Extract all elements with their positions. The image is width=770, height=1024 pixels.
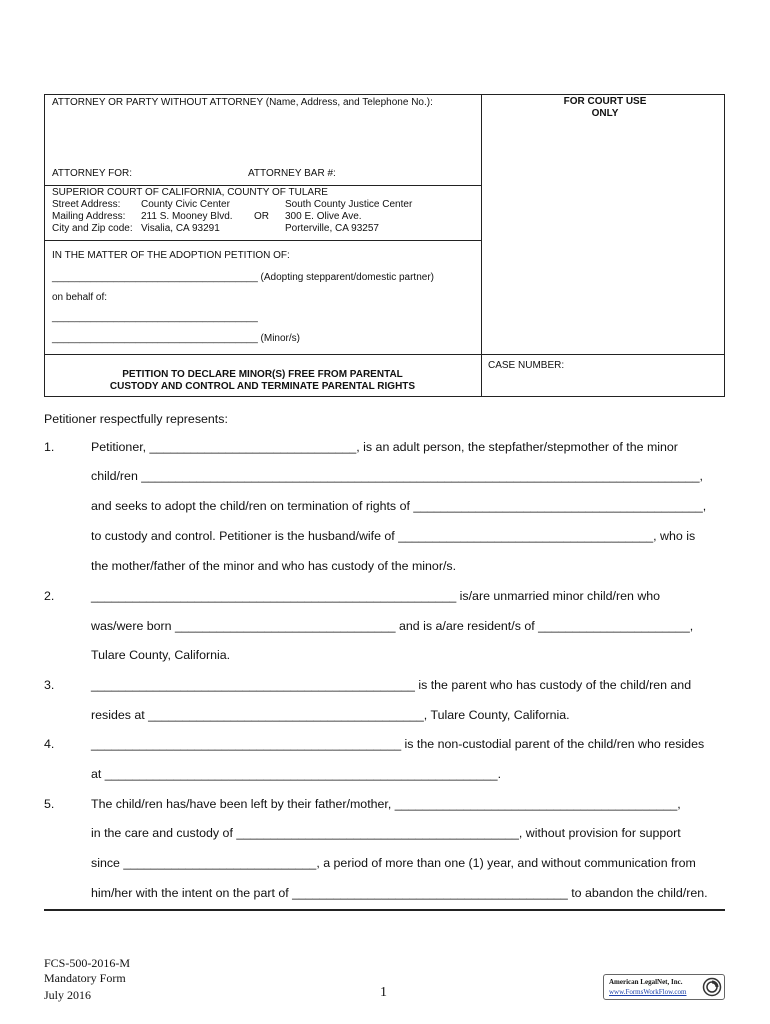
footer-rule: [44, 909, 725, 911]
p3-line: _______________________________________________ is the parent who has custody of the child/ren and: [91, 678, 692, 692]
item-number: 2.: [44, 589, 55, 603]
p2-line: was/were born ________________________________ and is a/are resident/s of ______________________,: [91, 619, 694, 633]
p5-line: in the care and custody of _________________________________________, without provision for support: [91, 826, 681, 840]
court-name: SUPERIOR COURT OF CALIFORNIA, COUNTY OF TULARE: [52, 187, 328, 198]
p3-line: resides at ________________________________________, Tulare County, California.: [91, 708, 570, 722]
publisher-url[interactable]: www.FormsWorkFlow.com: [609, 988, 687, 996]
address-labels: Street Address: Mailing Address: City and Zip code:: [52, 199, 133, 234]
p1-line: to custody and control. Petitioner is the husband/wife of _____________________________________, who is: [91, 529, 696, 543]
p1-line: Petitioner, ______________________________, is an adult person, the stepfather/stepmother of the minor: [91, 440, 678, 454]
form-date: July 2016: [44, 988, 92, 1002]
court-use-label: FOR COURT USE ONLY: [563, 96, 647, 119]
p2-line: Tulare County, California.: [91, 648, 231, 662]
item-number: 5.: [44, 797, 55, 811]
page-number: 1: [380, 985, 387, 1000]
publisher-logo-icon: [702, 977, 722, 997]
visalia-address: County Civic Center 211 S. Mooney Blvd. Visalia, CA 93291: [141, 199, 233, 234]
p5-line: The child/ren has/have been left by their father/mother, _________________________________________,: [91, 797, 681, 811]
matter-label: IN THE MATTER OF THE ADOPTION PETITION OF:: [52, 250, 290, 261]
p1-line: the mother/father of the minor and who has custody of the minor/s.: [91, 559, 457, 573]
court-use-divider: [481, 94, 482, 397]
publisher-badge: [603, 974, 725, 1000]
caption-box: [44, 94, 725, 397]
adopting-line: _____________________________________ (Adopting stepparent/domestic partner): [52, 272, 434, 283]
p1-line: child/ren _________________________________________________________________________________,: [91, 469, 703, 483]
mandatory-label: Mandatory Form: [44, 971, 126, 985]
petition-title: PETITION TO DECLARE MINOR(S) FREE FROM PARENTAL CUSTODY AND CONTROL AND TERMINATE PARENTAL RIGHTS: [109, 369, 416, 392]
p4-line: at _________________________________________________________.: [91, 767, 502, 781]
p5-line: since ____________________________, a period of more than one (1) year, and without communication from: [91, 856, 696, 870]
p1-line: and seeks to adopt the child/ren on termination of rights of __________________________________________,: [91, 499, 707, 513]
intro: Petitioner respectfully represents:: [44, 412, 228, 426]
case-number-label: CASE NUMBER:: [488, 360, 565, 371]
item-number: 4.: [44, 737, 55, 751]
minors-line: _____________________________________ (Minor/s): [52, 333, 300, 344]
bar-number-label: ATTORNEY BAR #:: [248, 168, 336, 179]
blank-line: _____________________________________: [52, 312, 258, 323]
title-divider: [44, 354, 725, 355]
court-divider: [44, 185, 481, 186]
attorney-label: ATTORNEY OR PARTY WITHOUT ATTORNEY (Name, Address, and Telephone No.):: [52, 97, 433, 108]
p4-line: _____________________________________________ is the non-custodial parent of the child/ren who resides: [91, 737, 705, 751]
form-id: FCS-500-2016-M: [44, 956, 131, 970]
item-number: 3.: [44, 678, 55, 692]
p5-line: him/her with the intent on the part of ________________________________________ to abandon the child/ren.: [91, 886, 708, 900]
attorney-for-label: ATTORNEY FOR:: [52, 168, 133, 179]
item-number: 1.: [44, 440, 55, 454]
publisher-name: American LegalNet, Inc.: [609, 978, 683, 986]
on-behalf-label: on behalf of:: [52, 292, 108, 303]
porterville-address: South County Justice Center 300 E. Olive Ave. Porterville, CA 93257: [285, 199, 413, 234]
matter-divider: [44, 240, 481, 241]
or-label: OR: [254, 211, 269, 222]
p2-line: _____________________________________________________ is/are unmarried minor child/ren who: [91, 589, 661, 603]
